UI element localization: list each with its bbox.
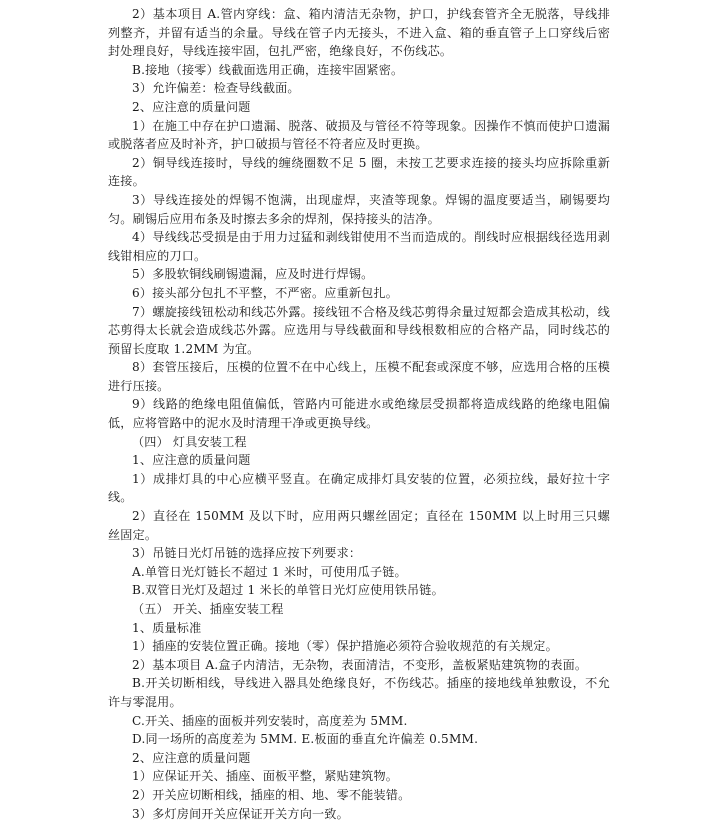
section-heading-switch-socket: （五） 开关、插座安装工程 [132,602,284,616]
paragraph-issue-4: 4）导线线芯受损是由于用力过猛和剥线钳使用不当而造成的。削线时应根据线径选用剥线钳相应的刀口。 [108,230,610,263]
paragraph-issue-3: 3）导线连接处的焊锡不饱满，出现虚焊，夹渣等现象。焊锡的温度要适当，刷锡要均匀。刷锡后应用布条及时擦去多余的焊剂，保持接头的洁净。 [108,192,610,226]
paragraph-issue-2: 2）铜导线连接时，导线的缠绕圈数不足 5 圈，未按工艺要求连接的接头均应拆除重新连接。 [108,155,610,189]
paragraph-socket-2d: D.同一场所的高度差为 5MM. E.板面的垂直允许偏差 0.5MM. [132,732,479,747]
paragraph-lighting-3b: B.双管日光灯及超过 1 米长的单管日光灯应使用铁吊链。 [132,583,444,598]
paragraph-socket-issue-2: 2）开关应切断相线，插座的相、地、零不能装错。 [132,787,411,802]
heading-socket-quality-issues: 2、应注意的质量问题 [132,750,251,765]
paragraph-socket-2b: B.开关切断相线，导线进入器具处绝缘良好，不伤线芯。插座的接地线单独敷设，不允许与零混用。 [108,676,610,709]
page-top-edge [0,0,714,4]
paragraph-allowed-deviation: 3）允许偏差：检查导线截面。 [132,81,300,96]
paragraph-issue-9: 9）线路的绝缘电阻值偏低，管路内可能进水或绝缘层受损都将造成线路的绝缘电阻偏低，应将管路中的泥水及时清理干净或更换导线。 [108,397,610,431]
paragraph-socket-issue-1: 1）应保证开关、插座、面板平整，紧贴建筑物。 [132,769,399,784]
paragraph-socket-issue-3: 3）多灯房间开关应保证开关方向一致。 [132,806,349,821]
paragraph-socket-2c: C.开关、插座的面板并列安装时，高度差为 5MM. [132,713,408,728]
paragraph-issue-1: 1）在施工中存在护口遗漏、脱落、破损及与管径不符等现象。因操作不慎而使护口遗漏或脱落者应及时补齐，护口破损与管径不符者应及时更换。 [108,118,610,152]
paragraph-grounding-cross-section: B.接地（接零）线截面选用正确，连接牢固紧密。 [132,62,404,77]
paragraph-lighting-3a: A.单管日光灯链长不超过 1 米时，可使用瓜子链。 [132,564,407,579]
paragraph-issue-8: 8）套管压接后，压模的位置不在中心线上，压模不配套或深度不够，应选用合格的压模进行压接。 [108,360,610,393]
document-body [108,5,610,823]
paragraph-lighting-2: 2）直径在 150MM 及以下时，应用两只螺丝固定；直径在 150MM 以上时用三只螺丝固定。 [108,509,610,542]
heading-quality-standard: 1、质量标准 [132,620,202,635]
paragraph-issue-5: 5）多股软铜线刷锡遗漏，应及时进行焊锡。 [132,267,374,282]
paragraph-basic-items-conduit-wiring: 2）基本项目 A.管内穿线：盒、箱内清洁无杂物，护口，护线套管齐全无脱落，导线排列整齐，并留有适当的余量。导线在管子内无接头，不进入盒、箱的垂直管子上口穿线后密封处理良好，导线连接牢固，包扎严密，绝缘良好，不伤线芯。 [108,7,610,59]
heading-quality-issues: 2、应注意的质量问题 [132,99,251,114]
section-heading-lighting: （四） 灯具安装工程 [132,434,247,449]
paragraph-lighting-1: 1）成排灯具的中心应横平竖直。在确定成排灯具安装的位置，必须拉线，最好拉十字线。 [108,471,610,505]
paragraph-issue-7: 7）螺旋接线钮松动和线芯外露。接线钮不合格及线芯剪得余量过短都会造成其松动，线芯剪得太长就会造成线芯外露。应选用与导线截面和导线根数相应的合格产品，同时线芯的预留长度取 1.2MM 为宜。 [108,304,610,356]
paragraph-lighting-3: 3）吊链日光灯吊链的选择应按下列要求： [132,546,362,561]
paragraph-issue-6: 6）接头部分包扎不平整，不严密。应重新包扎。 [132,285,399,300]
heading-lighting-quality-issues: 1、应注意的质量问题 [132,453,251,468]
paragraph-socket-2: 2）基本项目 A.盒子内清洁，无杂物，表面清洁，不变形，盖板紧贴建筑物的表面。 [132,657,588,672]
paragraph-socket-1: 1）插座的安装位置正确。接地（零）保护措施必须符合验收规范的有关规定。 [132,639,558,654]
